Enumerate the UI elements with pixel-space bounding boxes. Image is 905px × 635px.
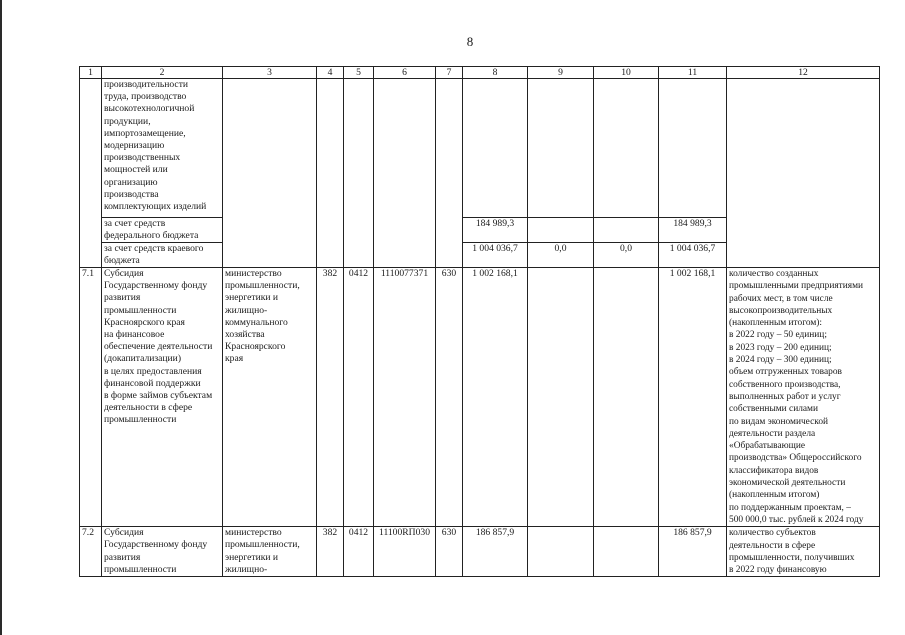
item-result: количество созданных промышленными предприятиями рабочих мест, в том числе высокопроизводительных (накопленным итогом): в 2022 году – 50 единиц; в 2023 году – 200 единиц; в 2024 году – 300 единиц; объем отгруженных товаров собственного производства, выполненных работ и услуг собственными силами по видам экономической деятельности раздела «Обрабатывающие производства» Общероссийского классификатора видов экономической деятельности (накопленным итогом) по поддержанным проектам, – 500 000,0 тыс. рублей к 2024 году	[727, 268, 880, 527]
federal-budget-label: за счет средств федерального бюджета	[102, 218, 223, 243]
item-col4: 382	[317, 268, 344, 527]
column-header: 8	[463, 67, 528, 79]
cell	[317, 243, 344, 268]
item-name: Субсидия Государственному фонду развития промышленности	[102, 527, 223, 577]
cell	[659, 79, 727, 218]
regional-budget-row	[80, 243, 880, 268]
cell	[317, 79, 344, 218]
cell	[436, 218, 463, 243]
cell	[80, 243, 102, 268]
cell	[374, 79, 436, 218]
cell	[80, 218, 102, 243]
item-number: 7.1	[80, 268, 102, 527]
regional-budget-label: за счет средств краевого бюджета	[102, 243, 223, 268]
item-result: количество субъектов деятельности в сфере промышленности, получивших в 2022 году финансовую	[727, 527, 880, 577]
cell	[528, 218, 594, 243]
column-header: 7	[436, 67, 463, 79]
cell	[594, 218, 659, 243]
regional-col10: 0,0	[594, 243, 659, 268]
item-col5: 0412	[344, 268, 374, 527]
cell	[436, 79, 463, 218]
regional-col8: 1 004 036,7	[463, 243, 528, 268]
item-number: 7.2	[80, 527, 102, 577]
column-header: 11	[659, 67, 727, 79]
column-header: 12	[727, 67, 880, 79]
item-name: Субсидия Государственному фонду развития промышленности Красноярского края на финансовое обеспечение деятельности (докапитализации) в целях предоставления финансовой поддержки в форме займов субъектам деятельности в сфере промышленности	[102, 268, 223, 527]
cell	[223, 79, 317, 218]
page-number: 8	[466, 34, 474, 49]
regional-col9: 0,0	[528, 243, 594, 268]
table-row	[80, 268, 880, 527]
column-header: 5	[344, 67, 374, 79]
item-col4: 382	[317, 527, 344, 577]
cell	[344, 218, 374, 243]
item-col8: 186 857,9	[463, 527, 528, 577]
cell	[223, 218, 317, 243]
cell	[374, 218, 436, 243]
item-col6: 11100RП030	[374, 527, 436, 577]
column-header: 3	[223, 67, 317, 79]
cell	[528, 79, 594, 218]
column-header: 1	[80, 67, 102, 79]
regional-col11: 1 004 036,7	[659, 243, 727, 268]
column-header: 6	[374, 67, 436, 79]
cell	[436, 243, 463, 268]
item-col11: 1 002 168,1	[659, 268, 727, 527]
item-col9	[528, 527, 594, 577]
column-header: 2	[102, 67, 223, 79]
column-numbers-row	[80, 67, 880, 79]
cell	[463, 79, 528, 218]
item-executor: министерство промышленности, энергетики и жилищно-	[223, 527, 317, 577]
item-col11: 186 857,9	[659, 527, 727, 577]
cell	[223, 243, 317, 268]
cell	[344, 79, 374, 218]
federal-budget-row	[80, 218, 880, 243]
cell	[727, 79, 880, 218]
cell	[344, 243, 374, 268]
item-name-continuation: производительности труда, производство высокотехнологичной продукции, импортозамещение, модернизацию производственных мощностей или организацию производства комплектующих изделий	[102, 79, 223, 218]
cell	[727, 243, 880, 268]
table-row	[80, 527, 880, 577]
item-col7: 630	[436, 268, 463, 527]
item-col5: 0412	[344, 527, 374, 577]
item-col10	[594, 268, 659, 527]
item-executor: министерство промышленности, энергетики и жилищно- коммунального хозяйства Красноярского края	[223, 268, 317, 527]
column-header: 10	[594, 67, 659, 79]
item-col9	[528, 268, 594, 527]
column-header: 4	[317, 67, 344, 79]
cell	[594, 79, 659, 218]
continuation-row	[80, 79, 880, 218]
column-header: 9	[528, 67, 594, 79]
cell	[374, 243, 436, 268]
program-table	[79, 66, 880, 577]
cell	[317, 218, 344, 243]
scan-edge	[0, 0, 2, 635]
item-col6: 1110077371	[374, 268, 436, 527]
cell	[80, 79, 102, 218]
cell	[727, 218, 880, 243]
federal-col8: 184 989,3	[463, 218, 528, 243]
item-col7: 630	[436, 527, 463, 577]
item-col10	[594, 527, 659, 577]
item-col8: 1 002 168,1	[463, 268, 528, 527]
federal-col11: 184 989,3	[659, 218, 727, 243]
